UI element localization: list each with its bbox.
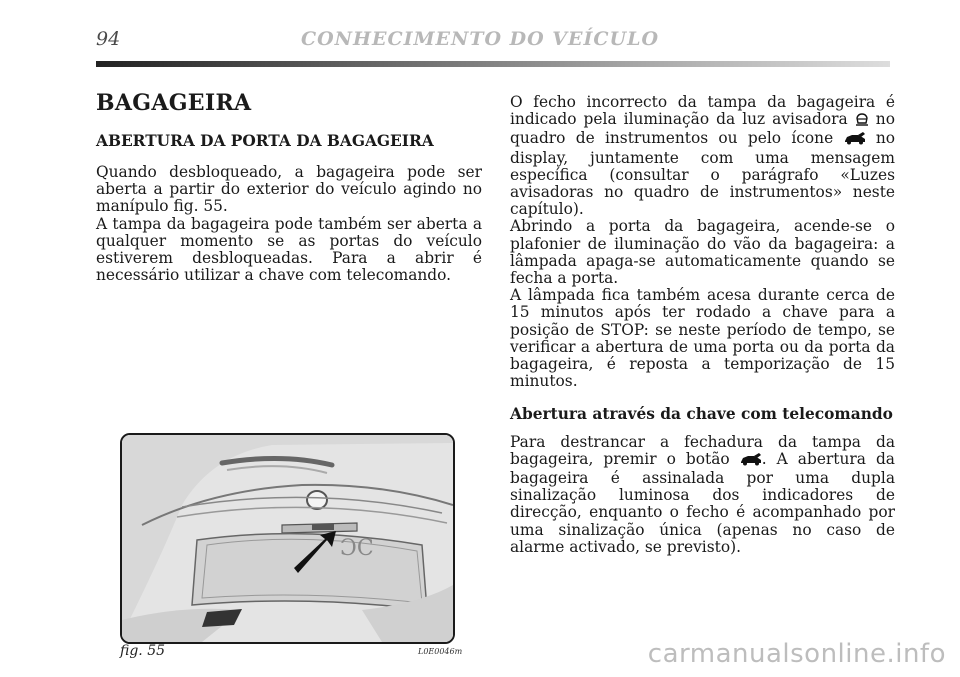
svg-text:ƆC: ƆC (340, 536, 374, 561)
section-title: BAGAGEIRA (96, 90, 252, 116)
left-column (96, 90, 482, 284)
paragraph-unlock: Quando desbloqueado, a bagageira pode ser aberta a partir do exterior do veículo agindo no manípulo fig. 55. (96, 163, 482, 216)
text-span: Para destrancar a fechadura da tampa da bagageira, premir o botão (510, 432, 895, 468)
right-column (510, 94, 895, 556)
paragraph-remote-open: A tampa da bagageira pode também ser aberta a qualquer momento se as portas do veículo estiverem desbloqueadas. Para a abrir é necessário utilizar a chave com telecomando. (96, 214, 482, 285)
paragraph-lamp-timer: A lâmpada fica também acesa durante cerca de 15 minutos após ter rodado a chave para a posição de STOP: se neste período de tempo, se verificar a abertura de uma porta ou da porta da bagageira, é reposta a temporização de 15 minutos. (510, 286, 895, 391)
paragraph-warning-light (510, 94, 895, 218)
text-span: no display, juntamente com uma mensagem específica (consultar o parágrafo «Luzes avisadoras no quadro de instrumentos» neste capítulo). (510, 129, 895, 219)
text-span: . A abertura da bagageira é assinalada por uma dupla sinalização luminosa dos indicadores de direcção, enquanto o fecho é acompanhado por uma sinalização única (apenas no caso de alarme activado, se previsto). (510, 449, 895, 556)
paragraph-lamp: Abrindo a porta da bagageira, acende-se o plafonier de iluminação do vão da bagageira: a lâmpada apaga-se automaticamente quando se fecha a porta. (510, 217, 895, 288)
header-rule (96, 61, 890, 67)
figure-caption: fig. 55 (120, 643, 166, 659)
car-boot-icon (844, 132, 866, 149)
car-boot-button-icon (740, 453, 762, 470)
text-span: O fecho incorrecto da tampa da bagageira é indicado pela iluminação da luz avisadora (510, 93, 895, 129)
text-span: no quadro de instrumentos ou pelo ícone (510, 110, 895, 148)
paragraph-remote-button (510, 434, 895, 556)
watermark: carmanualsonline.info (647, 639, 946, 669)
subsection-heading: ABERTURA DA PORTA DA BAGAGEIRA (96, 132, 434, 150)
page-number: 94 (96, 28, 121, 50)
figure-55-illustration (120, 433, 455, 644)
running-header-title: CONHECIMENTO DO VEÍCULO (300, 28, 660, 50)
remote-key-subheading: Abertura através da chave com telecomando (510, 405, 893, 424)
boot-open-warning-icon (855, 113, 869, 130)
figure-code: L0E0046m (418, 647, 463, 656)
